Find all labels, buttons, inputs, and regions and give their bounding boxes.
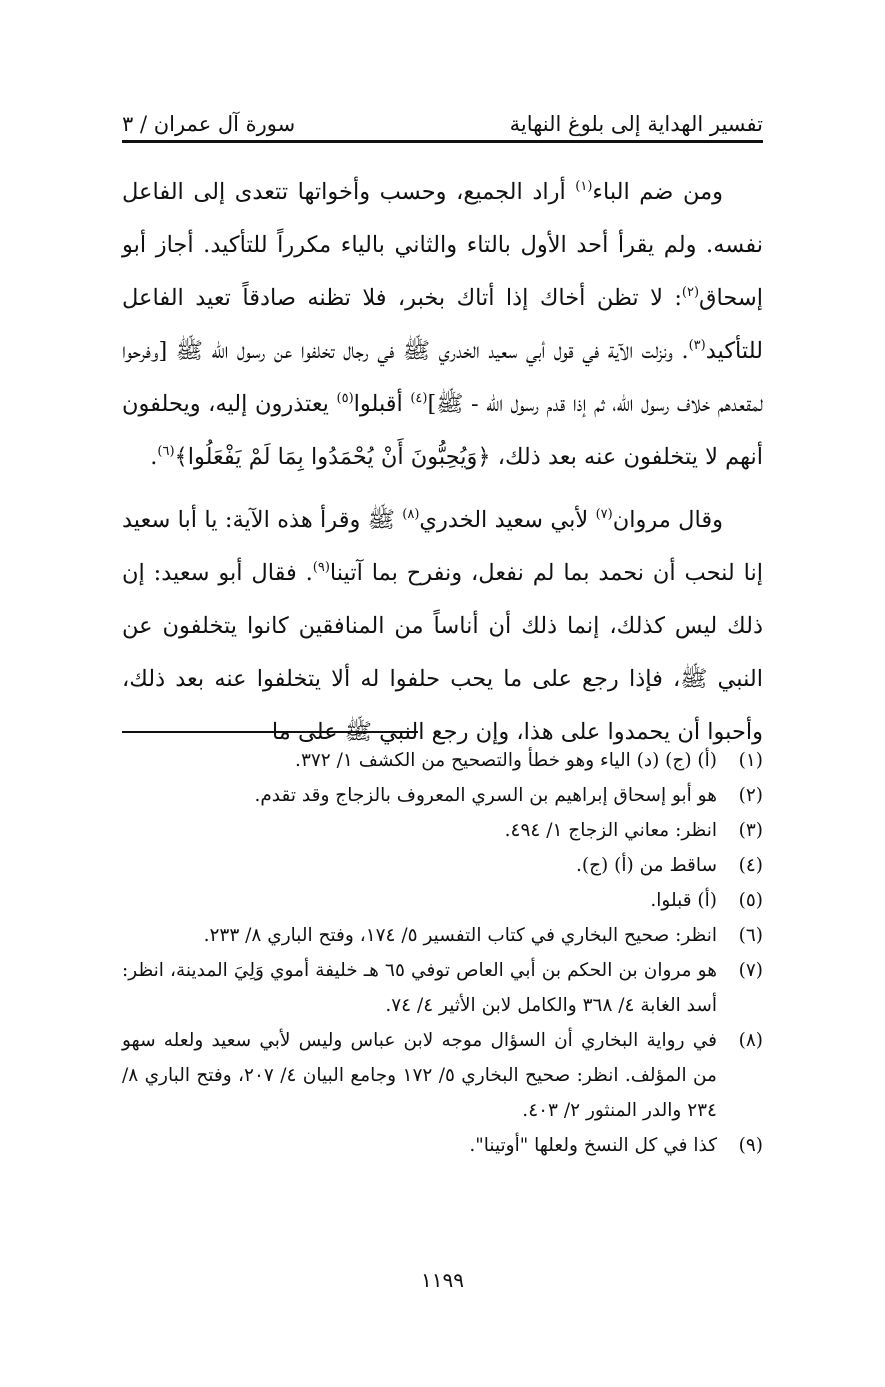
page-number: ١١٩٩ xyxy=(421,1268,464,1292)
footnote xyxy=(122,918,763,953)
main-text xyxy=(122,166,763,759)
footnote-text: كذا في كل النسخ ولعلها "أوتينا". xyxy=(469,1135,717,1156)
running-header xyxy=(122,96,763,136)
text-segment: ﷺ وقرأ هذه الآية: يا أبا سعيد إنا لنحب أن نحمد بما لم نفعل، ونفرح بما آتينا xyxy=(122,507,763,586)
footnote-ref: (٨) xyxy=(402,507,420,522)
footnote-text: انظر: معاني الزجاج ١/ ٤٩٤. xyxy=(504,820,717,841)
footnote-ref: (٣) xyxy=(688,338,706,353)
footnote-text: ساقط من (أ) (ج). xyxy=(575,855,717,876)
header-rule xyxy=(122,140,763,143)
footnote-number: (٦) xyxy=(738,925,763,946)
footnote-ref: (٩) xyxy=(312,560,330,575)
footnote xyxy=(122,743,763,778)
footnote xyxy=(122,1128,763,1163)
footnote-ref: (٦) xyxy=(157,444,175,459)
footnote xyxy=(122,1023,763,1128)
text-segment: لأبي سعيد الخدري xyxy=(419,507,596,533)
book-title: تفسير الهداية إلى بلوغ النهاية xyxy=(509,112,763,136)
footnotes xyxy=(122,743,763,1163)
footnote-ref: (٤) xyxy=(410,391,428,406)
footnote-number: (٢) xyxy=(738,785,763,806)
text-segment: : لا تظن أخاك إذا أتاك بخبر، فلا تظنه صادقاً تعيد الفاعل للتأكيد xyxy=(122,285,763,364)
footnote-number: (٥) xyxy=(738,890,763,911)
footnote-number: (٩) xyxy=(738,1135,763,1156)
footnote-number: (٨) xyxy=(738,1030,763,1051)
paragraph xyxy=(122,166,763,484)
footnote-text: (أ) قبلوا. xyxy=(650,890,717,911)
footnote-number: (١) xyxy=(738,750,763,771)
paragraph xyxy=(122,494,763,759)
footnote-ref: (٥) xyxy=(336,391,354,406)
footnote-number: (٤) xyxy=(738,855,763,876)
text-segment: . فقال أبو سعيد: إن ذلك ليس كذلك، إنما ذلك أن أناساً من المنافقين كانوا يتخلفون عن النبي ﷺ، فإذا رجع على ما يحب حلفوا له ألا يتخلفوا عنه بعد ذلك، وأحبوا أن يحمدوا على هذا، وإن رجع النبي ﷺ على ما xyxy=(122,560,764,745)
text-segment: . xyxy=(150,444,158,470)
text-segment: ومن ضم الباء xyxy=(592,179,723,205)
footnote xyxy=(122,813,763,848)
footnote-text: في رواية البخاري أن السؤال موجه لابن عباس وليس لأبي سعيد ولعله سهو من المؤلف. انظر: صحيح البخاري ٥/ ١٧٢ وجامع البيان ٤/ ٢٠٧، وفتح الباري ٨/ ٢٣٤ والدر المنثور ٢/ ٤٠٣. xyxy=(122,1030,717,1121)
text-segment: أراد الجميع، وحسب وأخواتها تتعدى إلى الفاعل نفسه. ولم يقرأ أحد الأول بالتاء والثاني بالياء مكرراً للتأكيد. أجاز أبو إسحاق xyxy=(122,179,763,311)
footnote xyxy=(122,778,763,813)
footnote-text: هو أبو إسحاق إبراهيم بن السري المعروف بالزجاج وقد تقدم. xyxy=(254,785,717,806)
footnote xyxy=(122,848,763,883)
text-segment: أقبلوا xyxy=(353,391,411,417)
footnote-ref: (٢) xyxy=(681,285,700,300)
footnote-text: هو مروان بن الحكم بن أبي العاص توفي ٦٥ هـ خليفة أموي وَلِيَ المدينة، انظر: أسد الغابة ٤/ ٣٦٨ والكامل لابن الأثير ٤/ ٧٤. xyxy=(122,960,717,1016)
footnote-ref: (٧) xyxy=(595,507,613,522)
footnote xyxy=(122,883,763,918)
text-segment: يعتذرون إليه، ويحلفون أنهم لا يتخلفون عنه بعد ذلك، ﴿وَيُحِبُّونَ أَنْ يُحْمَدُوا بِمَا لَمْ يَفْعَلُوا﴾ xyxy=(122,391,763,470)
footnote-ref: (١) xyxy=(575,179,593,194)
footnote xyxy=(122,953,763,1023)
footnote-text: انظر: صحيح البخاري في كتاب التفسير ٥/ ١٧٤، وفتح الباري ٨/ ٢٣٣. xyxy=(203,925,717,946)
surah-label: سورة آل عمران / ٣ xyxy=(122,112,296,136)
footnote-separator xyxy=(122,731,418,733)
text-segment: . ونزلت الآية في قول أبي سعيد الخدري ﷺ في رجال تخلفوا عن رسول الله ﷺ [وفرحوا لمقعدهم خلاف رسول الله، ثم إذا قدم رسول الله - ﷺ] xyxy=(122,338,763,417)
text-segment: وقال مروان xyxy=(612,507,723,533)
footnote-text: (أ) (ج) (د) الياء وهو خطأ والتصحيح من الكشف ١/ ٣٧٢. xyxy=(295,750,717,771)
footnote-number: (٣) xyxy=(738,820,763,841)
footnote-number: (٧) xyxy=(738,960,763,981)
